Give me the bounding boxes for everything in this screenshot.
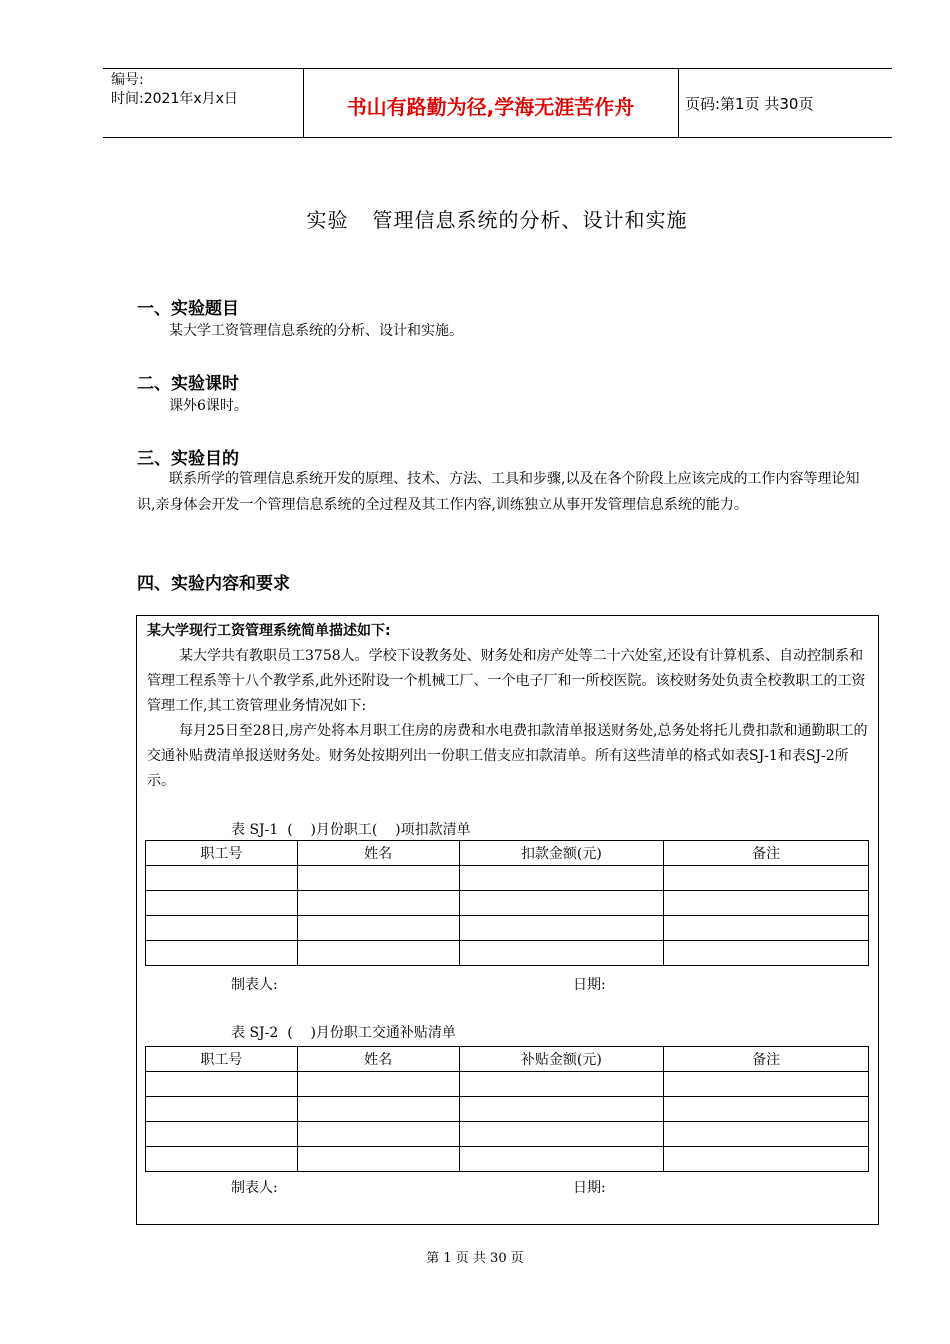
column-header: 职工号 [146, 1047, 298, 1072]
table-maker-label: 制表人: [231, 1180, 278, 1196]
box-paragraph: 每月25日至28日,房产处将本月职工住房的房费和水电费扣款清单报送财务处,总务处将托儿费扣款和通勤职工的交通补贴费清单报送财务处。财务处按期列出一份职工借支应扣款清单。所有这些清单的格式如表SJ-1和表SJ-2所示。 [147, 723, 868, 789]
table-cell [664, 866, 869, 891]
table-cell [664, 1097, 869, 1122]
column-header: 职工号 [146, 841, 298, 866]
table-cell [459, 916, 664, 941]
table-cell [146, 891, 298, 916]
column-header: 姓名 [297, 1047, 459, 1072]
header-divider [678, 69, 679, 137]
table-cell [459, 1072, 664, 1097]
table-date-label: 日期: [573, 1180, 606, 1196]
table-cell [146, 866, 298, 891]
table-cell [297, 891, 459, 916]
table-cell [297, 1072, 459, 1097]
table-date-label: 日期: [573, 977, 606, 993]
table-row [146, 1122, 869, 1147]
box-title: 某大学现行工资管理系统简单描述如下: [147, 623, 391, 639]
deduction-table [145, 840, 869, 966]
table-cell [664, 941, 869, 966]
header-motto: 书山有路勤为径,学海无涯苦作舟 [346, 95, 635, 119]
section-body: 联系所学的管理信息系统开发的原理、技术、方法、工具和步骤,以及在各个阶段上应该完成的工作内容等理论知识,亲身体会开发一个管理信息系统的全过程及其工作内容,训练独立从事开发管理信息系统的能力。 [137, 471, 860, 513]
column-header: 补贴金额(元) [459, 1047, 664, 1072]
table-cell [146, 916, 298, 941]
table-caption: 表 SJ-1 ( )月份职工( )项扣款清单 [231, 822, 471, 838]
column-header: 姓名 [297, 841, 459, 866]
table-cell [297, 941, 459, 966]
table-header-row [146, 841, 869, 866]
table-header-row [146, 1047, 869, 1072]
content-box [136, 615, 879, 1225]
table-caption: 表 SJ-2 ( )月份职工交通补贴清单 [231, 1025, 456, 1041]
page-title [0, 204, 950, 233]
table-cell [459, 1147, 664, 1172]
table-row [146, 941, 869, 966]
column-header: 备注 [664, 1047, 869, 1072]
table-cell [459, 866, 664, 891]
table-maker-label: 制表人: [231, 977, 278, 993]
table-cell [459, 1122, 664, 1147]
header-page-info: 页码:第1页 共30页 [685, 95, 814, 113]
table-cell [146, 1097, 298, 1122]
table-cell [297, 1147, 459, 1172]
section-heading: 四、实验内容和要求 [137, 574, 290, 594]
section-heading: 一、实验题目 [137, 299, 239, 319]
column-header: 扣款金额(元) [459, 841, 664, 866]
box-paragraph: 某大学共有教职员工3758人。学校下设教务处、财务处和房产处等二十六处室,还设有计算机系、自动控制系和管理工程系等十八个教学系,此外还附设一个机械工厂、一个电子厂和一所校医院。该校财务处负责全校教职工的工资管理工作,其工资管理业务情况如下: [147, 648, 866, 714]
table-row [146, 891, 869, 916]
table-cell [146, 1122, 298, 1147]
title-part-2: 管理信息系统的分析、设计和实施 [372, 208, 688, 232]
table-cell [146, 1147, 298, 1172]
table-cell [146, 941, 298, 966]
document-number-label: 编号: [111, 72, 144, 88]
table-row [146, 1097, 869, 1122]
table-cell [297, 1122, 459, 1147]
header-meta [111, 71, 238, 109]
table-cell [664, 916, 869, 941]
table-row [146, 916, 869, 941]
table-row [146, 866, 869, 891]
document-date-label: 时间:2021年x月x日 [111, 91, 238, 107]
table-cell [459, 941, 664, 966]
table-cell [664, 891, 869, 916]
table-cell [459, 891, 664, 916]
table-cell [297, 866, 459, 891]
table-cell [146, 1072, 298, 1097]
title-part-1: 实验 [306, 208, 349, 232]
page-footer: 第 1 页 共 30 页 [426, 1251, 524, 1266]
section-body: 课外6课时。 [169, 398, 248, 414]
section-heading: 三、实验目的 [137, 449, 239, 469]
table-cell [459, 1097, 664, 1122]
table-cell [664, 1122, 869, 1147]
section-body: 某大学工资管理信息系统的分析、设计和实施。 [169, 323, 463, 339]
column-header: 备注 [664, 841, 869, 866]
table-cell [664, 1147, 869, 1172]
allowance-table [145, 1046, 869, 1172]
table-cell [297, 1097, 459, 1122]
table-row [146, 1147, 869, 1172]
table-row [146, 1072, 869, 1097]
section-heading: 二、实验课时 [137, 374, 239, 394]
table-cell [297, 916, 459, 941]
page-header [103, 68, 892, 138]
table-cell [664, 1072, 869, 1097]
